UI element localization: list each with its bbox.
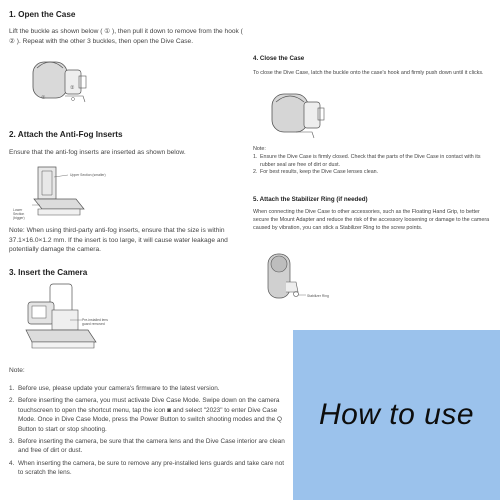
section-4-notes-list	[253, 154, 495, 177]
section-1-text: Lift the buckle as shown below ( ① ), then pull it down to remove from the hook ( ② ). Repeat with the other 3 buckles, then open the Dive Case.	[9, 28, 243, 45]
list-item: 2. Before inserting the camera, you must activate Dive Case Mode. Swipe down on the camera touchscreen to open the shortcut menu, tap the icon ◙ and select "2023" to enter Dive Case Mode. Once in Dive Case Mode, press the Power Button to switch shooting modes and the Q Button to start or stop shooting.	[9, 397, 282, 433]
list-item: 2. For best results, keep the Dive Case lenses clean.	[253, 169, 379, 176]
list-item: 4. When inserting the camera, be sure to remove any pre-installed lens guards and take care not to scratch the lens.	[9, 459, 285, 477]
section-5-text: When connecting the Dive Case to other accessories, such as the Floating Hand Grip, to better secure the Mount Adapter and reduce the risk of the accessory loosening or damage to the camera caused by vibration, you can stick a Stabilizer Ring to the screw points.	[253, 209, 490, 231]
section-2-title: 2. Attach the Anti-Fog Inserts	[9, 130, 123, 139]
list-item: 1. Ensure the Dive Case is firmly closed. Check that the parts of the Dive Case in contact with its rubber seal are free of dirt or dust.	[253, 154, 481, 168]
label-lower-section: Lower Section (bigger)	[13, 208, 25, 220]
section-2-text: Ensure that the anti-fog inserts are inserted as shown below.	[9, 149, 186, 156]
label-upper-section: Upper Section (smaller)	[70, 173, 106, 177]
section-3-notes-list	[9, 384, 291, 481]
section-4-title: 4. Close the Case	[253, 55, 305, 62]
callout-1: ①	[41, 95, 46, 101]
list-item: 3. Before inserting the camera, be sure that the camera lens and the Dive Case interior are clean and free of dirt or dust.	[9, 438, 285, 455]
dive-case-open-illustration	[25, 52, 95, 107]
label-stabilizer-ring: Stabilizer Ring	[307, 294, 329, 298]
callout-2: ②	[70, 85, 75, 91]
section-2-note: Note: When using third-party anti-fog inserts, ensure that the size is within 37.1×16.0×1.2 mm. If the insert is too large, it will cause water leakage and potentially damage the camera.	[9, 227, 228, 254]
how-to-use-banner	[293, 330, 500, 500]
section-5-title: 5. Attach the Stabilizer Ring (if needed)	[253, 196, 368, 203]
anti-fog-insert-illustration	[30, 163, 92, 221]
section-1-title: 1. Open the Case	[9, 10, 76, 19]
section-3-note-label: Note:	[9, 367, 25, 374]
section-3-title: 3. Insert the Camera	[9, 268, 88, 277]
stabilizer-ring-illustration	[262, 248, 322, 308]
label-lens-guard: Pre-installed lens guard removed	[82, 318, 109, 326]
list-item: 1. Before use, please update your camera's firmware to the latest version.	[9, 385, 220, 392]
dive-case-closed-illustration	[266, 88, 330, 142]
section-4-text: To close the Dive Case, latch the buckle onto the case's hook and firmly push down until it clicks.	[253, 70, 484, 76]
how-to-use-text: How to use	[318, 398, 475, 431]
section-4-note-label: Note:	[253, 146, 266, 152]
